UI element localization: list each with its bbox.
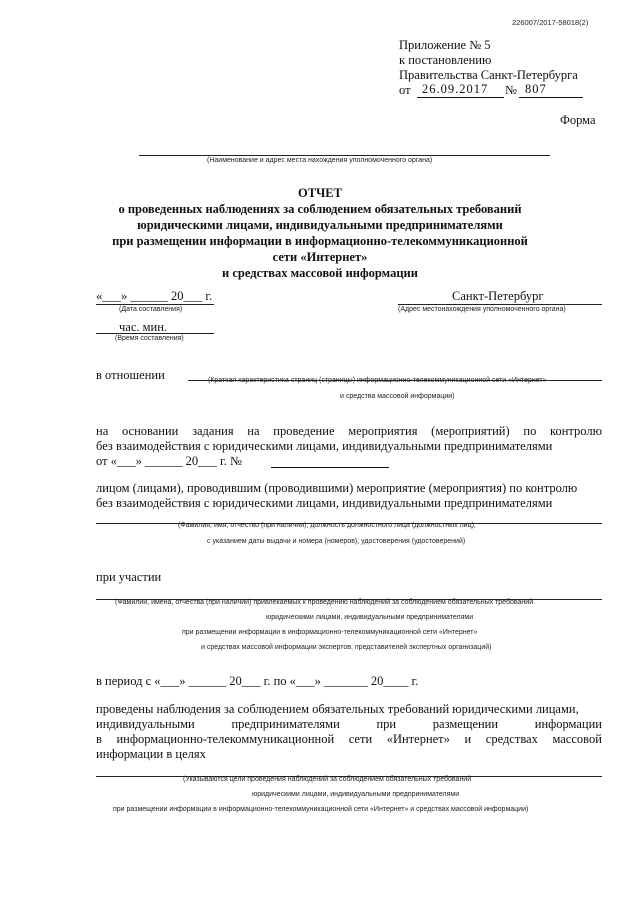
place-value: Санкт-Петербург xyxy=(452,289,544,303)
conducted-word: информации xyxy=(534,717,602,731)
regarding-label: в отношении xyxy=(96,368,165,382)
document-id: 226007/2017-58018(2) xyxy=(512,18,589,27)
conducted-word: размещении xyxy=(432,717,499,731)
goals-caption-2: юридическими лицами, индивидуальными предпринимателями xyxy=(252,791,460,798)
conducted-word: в xyxy=(96,732,102,746)
date-caption: (Дата составления) xyxy=(119,306,183,313)
appendix-line-1: Приложение № 5 xyxy=(399,38,491,52)
conducted-line-4: информации в целях xyxy=(96,747,206,761)
persons-caption-1: (Фамилия, имя, отчество (при наличии), должность должностного лица (должностных лиц), xyxy=(178,522,476,529)
conducted-word: информационно-телекоммуникационной xyxy=(116,732,335,746)
org-caption: (Наименование и адрес места нахождения уполномоченного органа) xyxy=(207,157,433,164)
conducted-line-1: проведены наблюдения за соблюдением обязательных требований юридическими лицами, xyxy=(96,702,579,716)
basis-word: задания xyxy=(192,424,234,438)
conducted-word: массовой xyxy=(552,732,602,746)
period-field: в период с «___» ______ 20___ г. по «___» _______ 20____ г. xyxy=(96,674,419,688)
basis-line-1 xyxy=(96,424,602,439)
basis-line-2: без взаимодействия с юридическими лицами, индивидуальными предпринимателями xyxy=(96,439,553,453)
basis-line-3: от «___» ______ 20___ г. № xyxy=(96,454,242,468)
regarding-caption-1: (Краткая характеристика страниц (страницы) информационно-телекоммуникационной сети «Интернет» xyxy=(208,377,547,384)
date-field: «___» ______ 20___ г. xyxy=(96,289,213,303)
basis-word: контролю xyxy=(550,424,602,438)
place-caption: (Адрес местонахождения уполномоченного органа) xyxy=(398,306,566,313)
participation-label: при участии xyxy=(96,570,162,584)
time-field: час. мин. xyxy=(119,320,168,334)
basis-word: по xyxy=(523,424,537,438)
conducted-word: при xyxy=(376,717,397,731)
basis-word: мероприятия xyxy=(348,424,418,438)
conducted-word: средствах xyxy=(485,732,538,746)
conducted-word: предпринимателями xyxy=(231,717,340,731)
title-line-1: ОТЧЕТ xyxy=(298,186,342,200)
basis-word: основании xyxy=(121,424,179,438)
goals-caption-1: (Указываются цели проведения наблюдений за соблюдением обязательных требований xyxy=(183,776,472,783)
persons-line-1: лицом (лицами), проводившим (проводившими) мероприятие (мероприятия) по контролю xyxy=(96,481,578,495)
appendix-num-prefix: № xyxy=(505,83,517,97)
basis-word: на xyxy=(96,424,109,438)
conducted-word: индивидуальными xyxy=(96,717,195,731)
regarding-caption-2: и средства массовой информации) xyxy=(340,393,455,400)
appendix-date: 26.09.2017 xyxy=(422,82,489,96)
title-line-4: при размещении информации в информационно-телекоммуникационной xyxy=(112,234,528,248)
report-title xyxy=(0,185,640,281)
title-line-5: сети «Интернет» xyxy=(272,250,368,264)
title-line-3: юридическими лицами, индивидуальными предпринимателями xyxy=(137,218,503,232)
persons-caption-2: с указанием даты выдачи и номера (номеров), удостоверения (удостоверений) xyxy=(207,538,466,545)
participation-caption-1: (Фамилии, имена, отчества (при наличии) привлекаемых к проведению наблюдений за соблюдением обязательных требований xyxy=(115,599,534,606)
basis-word: (мероприятий) xyxy=(431,424,510,438)
conducted-word: сети xyxy=(348,732,373,746)
time-caption: (Время составления) xyxy=(115,335,184,342)
goals-caption-3: при размещении информации в информационно-телекоммуникационной сети «Интернет» и средствах массовой информации) xyxy=(113,806,529,813)
basis-word: проведение xyxy=(273,424,335,438)
title-line-2: о проведенных наблюдениях за соблюдением обязательных требований xyxy=(118,202,522,216)
participation-caption-4: и средствах массовой информации экспертов, представителей экспертных организаций) xyxy=(201,644,492,651)
participation-caption-2: юридическими лицами, индивидуальными предпринимателями xyxy=(266,614,474,621)
participation-caption-3: при размещении информации в информационно-телекоммуникационной сети «Интернет» xyxy=(182,629,478,636)
conducted-word: и xyxy=(464,732,472,746)
conducted-line-3 xyxy=(96,732,602,747)
appendix-line-2: к постановлению xyxy=(399,53,492,67)
conducted-line-2 xyxy=(96,717,602,732)
basis-word: на xyxy=(247,424,260,438)
appendix-line-3: Правительства Санкт-Петербурга xyxy=(399,68,578,82)
conducted-word: «Интернет» xyxy=(386,732,450,746)
title-line-6: и средствах массовой информации xyxy=(222,266,418,280)
persons-line-2: без взаимодействия с юридическими лицами, индивидуальными предпринимателями xyxy=(96,496,553,510)
appendix-date-prefix: от xyxy=(399,83,411,97)
form-label: Форма xyxy=(560,113,596,127)
appendix-number: 807 xyxy=(525,82,547,96)
